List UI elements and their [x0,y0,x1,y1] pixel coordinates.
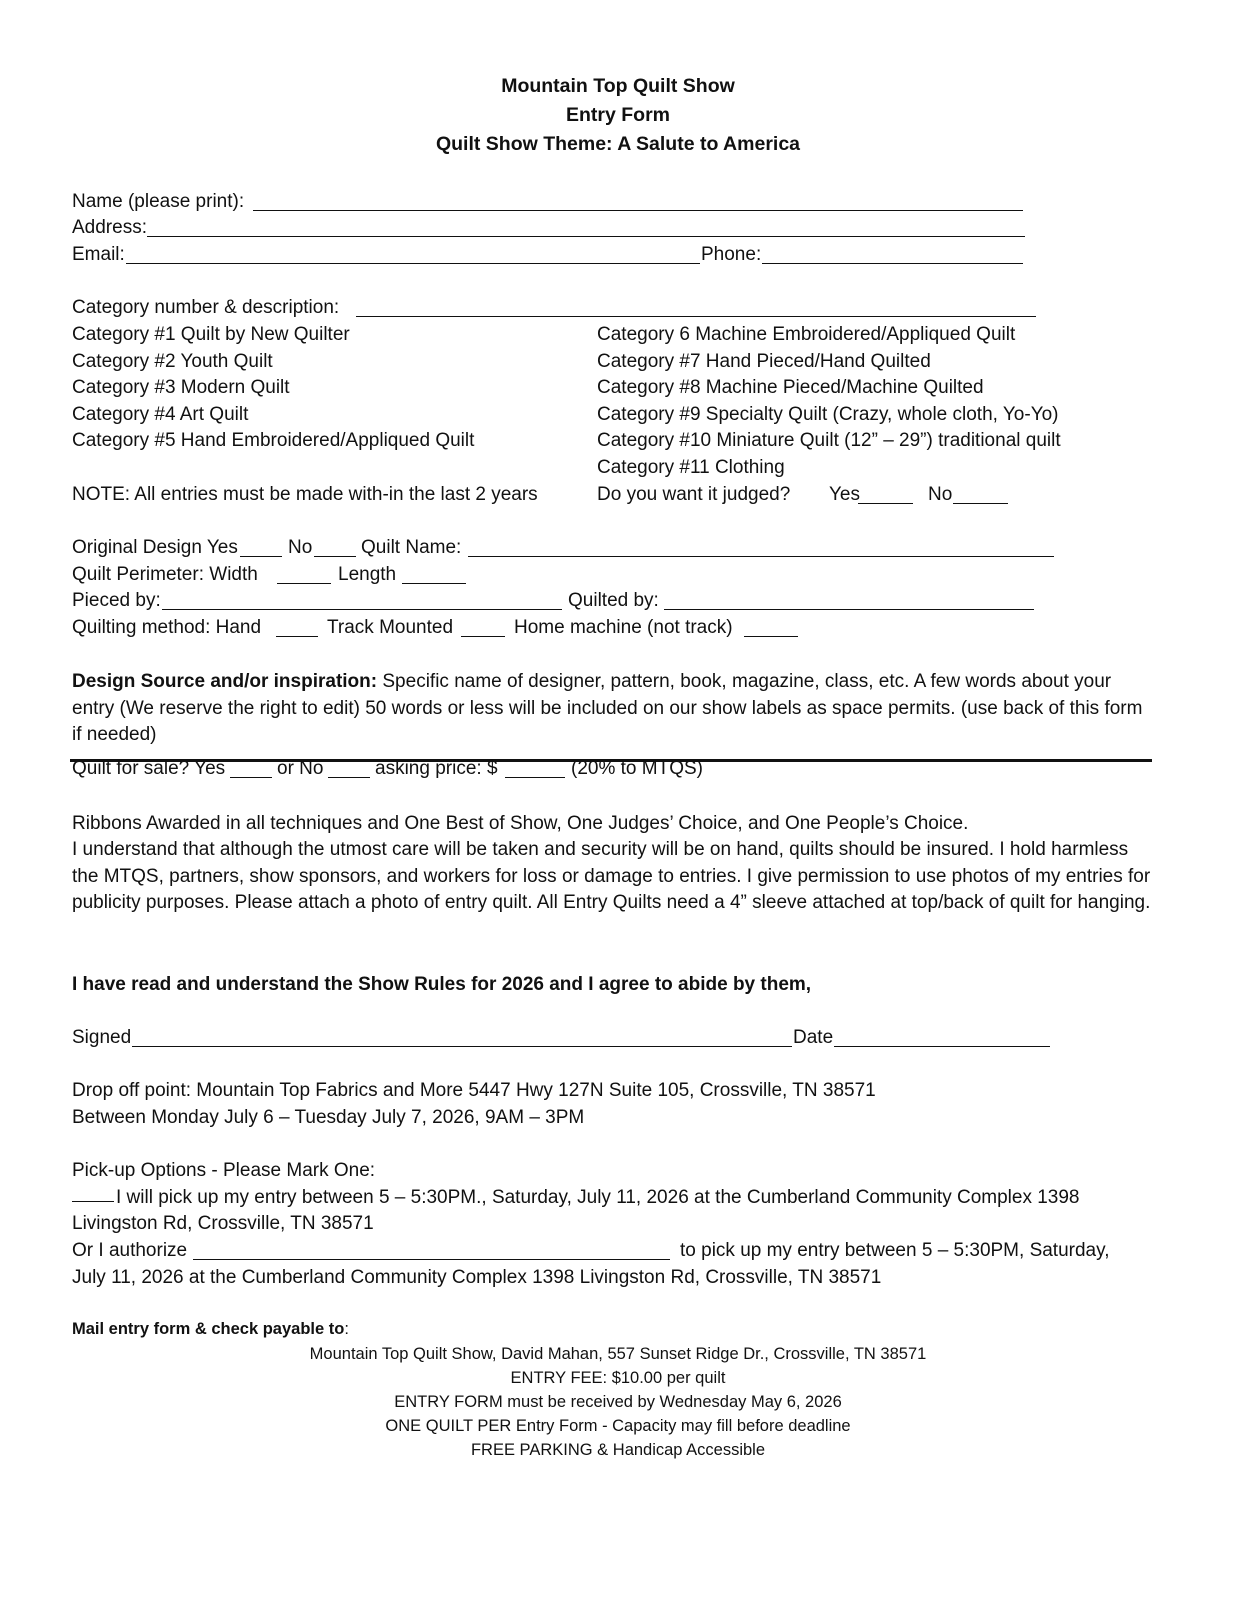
category-item: Category #8 Machine Pieced/Machine Quilted [597,377,984,398]
category-field[interactable] [356,302,1036,317]
category-item: Category 6 Machine Embroidered/Appliqued Quilt [597,324,1016,345]
signed-label: Signed [72,1027,132,1048]
quilt-name-field[interactable] [468,542,1054,557]
agreement-text: I have read and understand the Show Rules for 2026 and I agree to abide by them, [72,974,812,995]
asking-price-label: asking price: $ [375,758,498,779]
ribbons-text: Ribbons Awarded in all techniques and One Best of Show, One Judges’ Choice, and One People’s Choice. [72,813,969,834]
email-label: Email: [72,244,125,265]
category-item: Category #7 Hand Pieced/Hand Quilted [597,351,931,372]
mail-address: Mountain Top Quilt Show, David Mahan, 557 Sunset Ridge Dr., Crossville, TN 38571 [309,1345,927,1363]
category-item: Category #3 Modern Quilt [72,377,290,398]
name-label: Name (please print): [72,191,245,212]
pickup-self-text-cont: Livingston Rd, Crossville, TN 38571 [72,1213,374,1234]
dropoff-dates: Between Monday July 6 – Tuesday July 7, 2026, 9AM – 3PM [72,1107,585,1128]
perimeter-length-label: Length [338,564,397,585]
phone-label: Phone: [701,244,762,265]
perimeter-width-label: Quilt Perimeter: Width [72,564,258,585]
original-design-no-label: No [288,537,313,558]
category-item: Category #9 Specialty Quilt (Crazy, whole cloth, Yo-Yo) [597,404,1059,425]
pickup-heading: Pick-up Options - Please Mark One: [72,1160,376,1181]
mail-heading-colon: : [344,1320,349,1338]
quilting-method-track-field[interactable] [461,622,505,637]
phone-field[interactable] [762,249,1023,264]
commission-note: (20% to MTQS) [571,758,703,779]
design-source-paragraph [72,669,1152,749]
category-item: Category #4 Art Quilt [72,404,249,425]
name-field[interactable] [253,196,1023,211]
authorize-text: to pick up my entry between 5 – 5:30PM, Saturday, [680,1240,1110,1261]
judged-no-label: No [928,484,953,505]
for-sale-yes-field[interactable] [230,763,272,778]
judged-no-field[interactable] [953,489,1008,504]
quilted-by-label: Quilted by: [568,590,659,611]
for-sale-no-label: or No [277,758,324,779]
email-field[interactable] [126,249,700,264]
quilting-method-hand-field[interactable] [276,622,318,637]
one-quilt-note: ONE QUILT PER Entry Form - Capacity may fill before deadline [385,1417,851,1435]
perimeter-width-field[interactable] [277,569,331,584]
quilting-method-track-label: Track Mounted [327,617,454,638]
design-source-text: Specific name of designer, pattern, book, magazine, class, etc. A few words about your entry (We reserve the right to edit) 50 words or less will be included on our show labels as space permits. (use back of this form if needed) [72,671,1143,745]
quilted-by-field[interactable] [664,595,1034,610]
date-label: Date [793,1027,834,1048]
category-item: Category #2 Youth Quilt [72,351,273,372]
pickup-self-checkbox[interactable] [72,1191,114,1202]
original-design-no-field[interactable] [314,542,356,557]
entry-fee: ENTRY FEE: $10.00 per quilt [510,1369,726,1387]
quilting-method-hand-label: Quilting method: Hand [72,617,262,638]
quilting-method-home-label: Home machine (not track) [514,617,733,638]
asking-price-field[interactable] [505,763,565,778]
judged-yes-label: Yes [829,484,860,505]
form-theme: Quilt Show Theme: A Salute to America [435,133,801,155]
judged-yes-field[interactable] [858,489,913,504]
authorize-text-cont: July 11, 2026 at the Cumberland Community Complex 1398 Livingston Rd, Crossville, TN 38571 [72,1267,882,1288]
category-item: Category #1 Quilt by New Quilter [72,324,350,345]
entry-deadline: ENTRY FORM must be received by Wednesday May 6, 2026 [394,1393,842,1411]
form-title: Mountain Top Quilt Show [501,75,735,97]
address-label: Address: [72,217,147,238]
entries-note: NOTE: All entries must be made with-in the last 2 years [72,484,538,505]
date-field[interactable] [834,1032,1050,1047]
mail-heading-label: Mail entry form & check payable to [72,1320,345,1338]
form-subtitle: Entry Form [565,104,670,126]
liability-text: I understand that although the utmost care will be taken and security will be on hand, quilts should be insured. I hold harmless the MTQS, partners, show sponsors, and workers for loss or damage to entries. I give permission to use photos of my entries for publicity purposes. Please attach a photo of entry quilt. All Entry Quilts need a 4” sleeve attached at top/back of quilt for hanging. [72,839,1151,913]
for-sale-no-field[interactable] [328,763,370,778]
category-label: Category number & description: [72,297,340,318]
authorize-label: Or I authorize [72,1240,188,1261]
category-item: Category #10 Miniature Quilt (12” – 29”) traditional quilt [597,430,1061,451]
dropoff-location: Drop off point: Mountain Top Fabrics and More 5447 Hwy 127N Suite 105, Crossville, TN 38571 [72,1080,876,1101]
judged-question: Do you want it judged? [597,484,791,505]
quilt-name-label: Quilt Name: [361,537,462,558]
mail-heading [72,1321,349,1338]
original-design-yes-field[interactable] [240,542,282,557]
pickup-self-text: I will pick up my entry between 5 – 5:30PM., Saturday, July 11, 2026 at the Cumberland Community Complex 1398 [116,1187,1080,1208]
category-item: Category #11 Clothing [597,457,785,478]
pieced-by-label: Pieced by: [72,590,161,611]
perimeter-length-field[interactable] [402,569,466,584]
quilting-method-home-field[interactable] [744,622,798,637]
parking-note: FREE PARKING & Handicap Accessible [470,1441,766,1459]
authorized-person-field[interactable] [193,1245,670,1260]
category-item: Category #5 Hand Embroidered/Appliqued Quilt [72,430,475,451]
original-design-label: Original Design Yes [72,537,238,558]
pieced-by-field[interactable] [162,595,562,610]
signature-field[interactable] [132,1032,792,1047]
quilt-for-sale-label: Quilt for sale? Yes [72,758,226,779]
design-source-label: Design Source and/or inspiration: [72,671,378,692]
address-field[interactable] [147,222,1025,237]
